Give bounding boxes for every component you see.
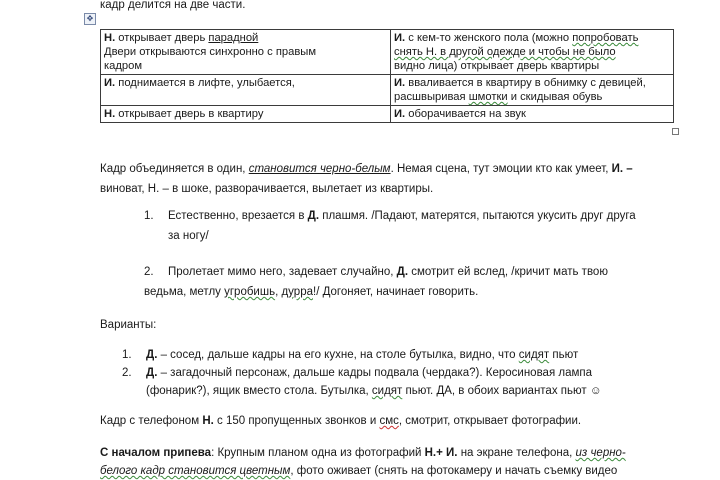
bold-text: Д.: [146, 367, 158, 379]
paragraph-1-line-2: виноват, Н. – в шоке, разворачивается, вылетает из квартиры.: [100, 183, 434, 195]
variant-2-line-2: [146, 384, 602, 398]
table-cell-right[interactable]: И. вваливается в квартиру в обнимку с девицей, расшвыривая шмотки и скидывая обувь: [391, 75, 674, 106]
grammar-flagged-text: белого кадр становится цветным: [100, 465, 291, 477]
bold-text: И.: [394, 108, 406, 120]
bold-text: Н.: [104, 32, 116, 44]
table-row: [101, 106, 674, 123]
text: , фото оживает (снять на фотокамеру и начать съемку видео: [290, 465, 618, 477]
variant-2: [122, 366, 592, 380]
script-table: [100, 29, 674, 123]
text: смотрит ей вслед, /кричит мать твою: [408, 266, 608, 278]
grammar-flagged-text: угробишь: [224, 286, 276, 298]
table-cell-right[interactable]: И. оборачивается на звук: [391, 106, 674, 123]
bold-text: С началом припева: [100, 447, 212, 459]
bold-text: И.: [394, 32, 406, 44]
text: (фонарик?), ящик вместо стола. Бутылка,: [146, 385, 372, 397]
text: Кадр объединяется в один,: [100, 163, 249, 175]
grammar-flagged-text: сидят: [518, 349, 550, 361]
chorus-paragraph-line-1: [100, 446, 626, 460]
table-cell-left[interactable]: Н. открывает дверь в квартиру: [101, 106, 391, 123]
bold-text: Д.: [146, 349, 158, 361]
text: – сосед, дальше кадры на его кухне, на столе бутылка, видно, что: [157, 349, 519, 361]
list-item-1-line-2: за ногу/: [168, 230, 209, 242]
text: . Немая сцена, тут эмоции кто как умеет,: [390, 163, 612, 175]
table-row: [101, 30, 674, 75]
text: плашмя. /Падают, матерятся, пытаются укусить друг друга: [319, 210, 636, 222]
spelling-flagged-text: смс: [379, 415, 399, 427]
text: , смотрит, открывает фотографии.: [398, 415, 582, 427]
bold-text: Н.: [202, 415, 214, 427]
grammar-flagged-text: шмотки: [468, 91, 508, 103]
grammar-flagged-text: попробовать: [572, 32, 639, 44]
bold-text: И.: [394, 77, 406, 89]
list-number: 1.: [144, 210, 154, 222]
list-item-1: [144, 209, 636, 223]
list-item-2-line-2: [144, 285, 478, 299]
table-cell-left[interactable]: Н. открывает дверь парадной Двери открываются синхронно с правым кадром: [101, 30, 391, 75]
list-number: 2.: [144, 266, 154, 278]
table-row: [101, 75, 674, 106]
list-item-2: [144, 265, 608, 279]
underlined-text: парадной: [208, 32, 259, 44]
bold-text: Н.+ И.: [424, 447, 458, 459]
top-line: кадр делится на две части.: [100, 0, 246, 11]
chorus-paragraph-line-2: [100, 464, 617, 478]
text: Кадр с телефоном: [100, 415, 203, 427]
bold-text: И. –: [611, 163, 633, 175]
text: – загадочный персонаж, дальше кадры подвала (чердака?). Керосиновая лампа: [157, 367, 593, 379]
phone-paragraph: [100, 414, 581, 428]
list-number: 2.: [122, 367, 132, 379]
list-number: 1.: [122, 349, 132, 361]
bold-text: И.: [104, 77, 116, 89]
grammar-flagged-text: из черно-: [575, 447, 626, 459]
text: !/ Догоняет, начинает говорить.: [313, 286, 479, 298]
grammar-flagged-text: сидят: [371, 385, 403, 397]
table-cell-left[interactable]: И. поднимается в лифте, улыбается,: [101, 75, 391, 106]
text: пьют. ДА, в обоих вариантах пьют ☺: [402, 385, 602, 397]
paragraph-1-line-1: [100, 162, 633, 176]
table-resize-handle-icon[interactable]: [672, 128, 679, 135]
variant-1: [122, 348, 578, 362]
text: Естественно, врезается в: [168, 210, 308, 222]
text: ,: [275, 286, 282, 298]
text: ведьма, метлу: [144, 286, 225, 298]
bold-text: Н.: [104, 108, 116, 120]
table-move-handle-icon[interactable]: ✥: [84, 13, 96, 25]
text: пьют: [549, 349, 579, 361]
underlined-text: становится черно-белым: [248, 163, 391, 175]
bold-text: Д.: [307, 210, 320, 222]
text: Пролетает мимо него, задевает случайно,: [168, 266, 397, 278]
variants-label: Варианты:: [100, 319, 157, 331]
text: на экране телефона,: [457, 447, 576, 459]
text: с 150 пропущенных звонков и: [213, 415, 380, 427]
text: : Крупным планом одна из фотографий: [211, 447, 425, 459]
bold-text: Д.: [396, 266, 409, 278]
grammar-flagged-text: дурра: [281, 286, 313, 298]
table-cell-right[interactable]: И. с кем-то женского пола (можно попробовать снять Н. в другой одежде и чтобы не было видно лица) открывает дверь квартиры: [391, 30, 674, 75]
grammar-flagged-text: снять Н. в другой одежде и чтобы не было: [394, 46, 616, 58]
